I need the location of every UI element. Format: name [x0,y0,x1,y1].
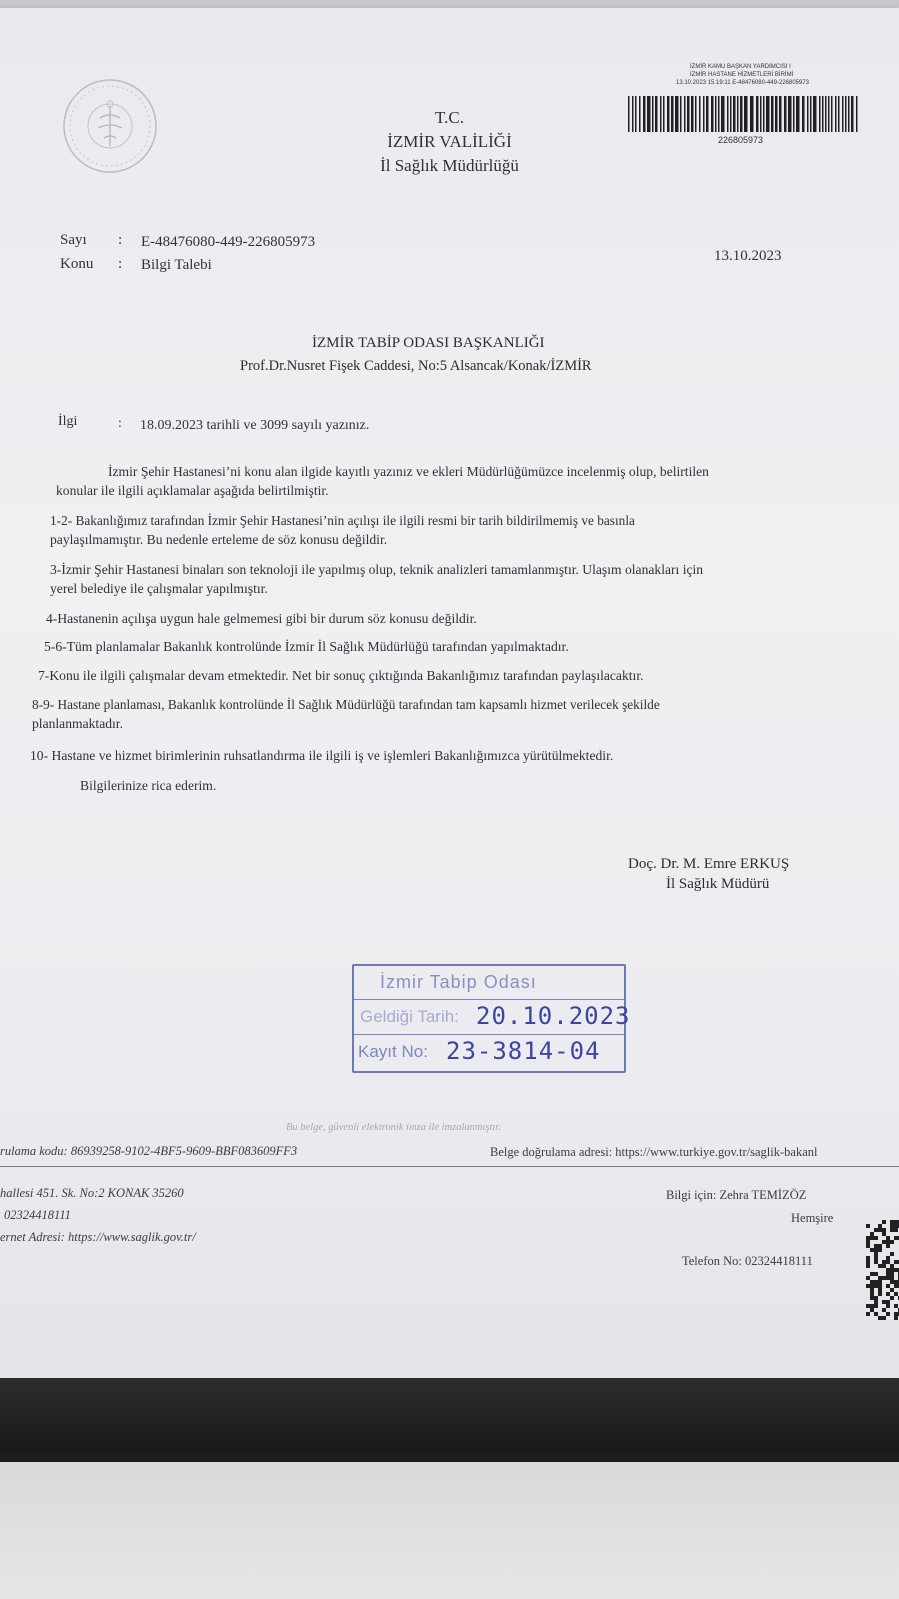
konu-label: Konu [60,256,94,272]
qr-cell [870,1296,874,1300]
qr-cell [878,1276,882,1280]
barcode-bar [733,96,736,132]
qr-cell [886,1240,890,1244]
barcode-bar [819,96,821,132]
qr-code-icon [866,1220,899,1320]
barcode-bar [703,96,705,132]
barcode-bar [796,96,800,132]
qr-cell [874,1236,878,1240]
barcode-bar [635,96,637,132]
barcode-bar [687,96,690,132]
qr-cell [866,1312,870,1316]
qr-cell [886,1292,890,1296]
konu-value: Bilgi Talebi [141,257,212,273]
barcode-bar [691,96,694,132]
qr-cell [894,1260,898,1264]
qr-cell [882,1232,886,1236]
qr-cell [878,1284,882,1288]
qr-cell [882,1240,886,1244]
qr-cell [866,1264,870,1268]
signatory-name: Doç. Dr. M. Emre ERKUŞ [628,856,790,872]
barcode-bar [727,96,729,132]
qr-cell [886,1276,890,1280]
stamp-divider-1 [354,999,624,1000]
qr-cell [886,1272,890,1276]
barcode-bar [831,96,833,132]
qr-cell [874,1312,878,1316]
qr-cell [878,1280,882,1284]
barcode-bar [647,96,651,132]
qr-cell [878,1248,882,1252]
barcode-bar [695,96,697,132]
barcode-bar [756,96,759,132]
qr-cell [890,1296,894,1300]
konu-colon: : [118,256,123,272]
barcode-bar [842,96,844,132]
qr-cell [894,1316,898,1320]
header-directorate: İl Sağlık Müdürlüğü [380,156,519,175]
barcode-bar [632,96,634,132]
qr-cell [870,1308,874,1312]
ilgi-label: İlgi [58,414,78,429]
barcode-icon [628,96,864,132]
qr-cell [886,1268,890,1272]
signatory-title: İl Sağlık Müdürü [666,876,770,892]
barcode-bar [760,96,762,132]
qr-cell [878,1292,882,1296]
qr-cell [882,1264,886,1268]
barcode-bar [793,96,795,132]
barcode-bar [825,96,827,132]
qr-cell [870,1304,874,1308]
qr-cell [870,1236,874,1240]
qr-cell [890,1224,894,1228]
qr-cell [874,1300,878,1304]
qr-cell [894,1268,898,1272]
para-4: 5-6-Tüm planlamalar Bakanlık kontrolünde İzmir İl Sağlık Müdürlüğü tarafından yapılmaktadır. [44,639,569,654]
qr-cell [874,1296,878,1300]
barcode-bar [643,96,646,132]
qr-cell [886,1256,890,1260]
qr-cell [886,1304,890,1308]
qr-cell [870,1288,874,1292]
document-date: 13.10.2023 [714,248,782,264]
barcode-bar [652,96,654,132]
qr-cell [882,1308,886,1312]
para-3: 4-Hastanenin açılışa uygun hale gelmemesi gibi bir durum söz konusu değildir. [46,611,477,626]
qr-cell [878,1244,882,1248]
qr-cell [874,1228,878,1232]
qr-cell [882,1228,886,1232]
qr-cell [866,1260,870,1264]
sayi-colon: : [118,232,123,248]
barcode-bar [680,96,682,132]
official-letter [0,8,899,1388]
barcode-bar [744,96,748,132]
header-tc: T.C. [435,108,464,127]
qr-cell [894,1304,898,1308]
barcode-bar [675,96,679,132]
qr-cell [866,1304,870,1308]
qr-cell [870,1280,874,1284]
qr-cell [886,1300,890,1304]
qr-cell [890,1228,894,1232]
qr-cell [866,1240,870,1244]
barcode-bar [848,96,850,132]
barcode-bar [802,96,805,132]
qr-cell [874,1248,878,1252]
barcode-bar [771,96,774,132]
footer-web: ernet Adresi: https://www.saglik.gov.tr/ [0,1230,196,1244]
qr-cell [866,1244,870,1248]
barcode-bar [807,96,809,132]
barcode-bar [671,96,674,132]
qr-cell [890,1240,894,1244]
barcode-number: 226805973 [718,135,764,145]
footer-phone: 02324418111 [4,1208,71,1222]
qr-cell [890,1220,894,1224]
stamp-date-value: 20.10.2023 [476,1002,631,1030]
stamp-divider-2 [354,1034,624,1035]
qr-cell [878,1228,882,1232]
qr-cell [874,1256,878,1260]
para-2-line-2: yerel belediye ile çalışmalar yapılmıştır. [50,581,268,596]
info-phone: Telefon No: 02324418111 [682,1254,813,1268]
desk-surface [0,1462,899,1599]
barcode-bar [655,96,658,132]
qr-cell [878,1288,882,1292]
barcode-bar [813,96,817,132]
barcode-bar [715,96,717,132]
qr-cell [874,1272,878,1276]
qr-cell [890,1264,894,1268]
qr-cell [886,1236,890,1240]
qr-cell [874,1280,878,1284]
info-title: Hemşire [791,1211,834,1225]
qr-cell [894,1220,898,1224]
barcode-bar [750,96,754,132]
para-7: 10- Hastane ve hizmet birimlerinin ruhsatlandırma ile ilgili iş ve işlemleri Bakanlığımızca yürütülmektedir. [30,748,614,763]
ilgi-text: 18.09.2023 tarihli ve 3099 sayılı yazınız. [140,418,370,433]
barcode-bar [737,96,739,132]
qr-cell [874,1260,878,1264]
qr-cell [882,1300,886,1304]
barcode-bar [706,96,709,132]
stamp-reg-label: Kayıt No: [358,1042,428,1061]
barcode-bar [667,96,670,132]
qr-cell [874,1304,878,1308]
barcode-bar [822,96,824,132]
barcode-bar [766,96,770,132]
para-2-line-1: 3-İzmir Şehir Hastanesi binaları son teknoloji ile yapılmış olup, teknik analizleri tamamlanmıştır. Ulaşım olanakları için [50,562,704,577]
qr-cell [870,1232,874,1236]
qr-cell [894,1312,898,1316]
barcode-bar [828,96,830,132]
barcode-bar [730,96,732,132]
barcode-bar [851,96,854,132]
barcode-bar [788,96,792,132]
qr-cell [890,1268,894,1272]
qr-cell [894,1228,898,1232]
qr-cell [866,1284,870,1288]
qr-cell [874,1284,878,1288]
qr-cell [890,1252,894,1256]
qr-cell [874,1252,878,1256]
qr-cell [886,1312,890,1316]
stamp-reg-value: 23-3814-04 [446,1037,601,1065]
para-1-line-1: 1-2- Bakanlığımız tarafından İzmir Şehir Hastanesi’nin açılışı ile ilgili resmi bir tarih bildirilmemiş ve basınla [50,513,635,528]
qr-cell [870,1284,874,1288]
qr-cell [886,1244,890,1248]
qr-cell [866,1256,870,1260]
barcode-bar [721,96,725,132]
barcode-bar [810,96,812,132]
qr-cell [886,1260,890,1264]
verification-code: rulama kodu: 86939258-9102-4BF5-9609-BBF083609FF3 [0,1144,298,1158]
received-stamp [352,964,631,1073]
intro-line-1: İzmir Şehir Hastanesi’ni konu alan ilgide kayıtlı yazınız ve ekleri Müdürlüğümüzce incelenmiş olup, belirtilen [108,464,709,479]
recipient-address: Prof.Dr.Nusret Fişek Caddesi, No:5 Alsancak/Konak/İZMİR [240,358,592,374]
footer-address: hallesi 451. Sk. No:2 KONAK 35260 [0,1186,184,1200]
para-5: 7-Konu ile ilgili çalışmalar devam etmektedir. Net bir sonuç çıktığında Bakanlığımız tarafından paylaşılacaktır. [38,668,644,683]
ilgi-colon: : [118,416,122,431]
stamp-org: İzmir Tabip Odası [380,972,537,992]
para-6-line-2: planlanmaktadır. [32,716,123,731]
barcode-line-3: 13.10.2023 15:19:11 E-48476080-449-226805973 [676,80,810,86]
qr-cell [878,1224,882,1228]
footer-divider [0,1166,899,1167]
qr-cell [890,1276,894,1280]
qr-cell [886,1284,890,1288]
barcode-bar [684,96,686,132]
qr-cell [882,1276,886,1280]
barcode-bar [628,96,630,132]
qr-cell [894,1236,898,1240]
qr-cell [866,1224,870,1228]
qr-cell [878,1316,882,1320]
barcode-bar [779,96,782,132]
barcode-bar [838,96,840,132]
barcode-bar [718,96,720,132]
qr-cell [874,1244,878,1248]
qr-cell [866,1276,870,1280]
barcode-bar [835,96,837,132]
qr-cell [882,1316,886,1320]
qr-cell [878,1264,882,1268]
barcode-line-2: İZMİR HASTANE HİZMETLERİ BİRİMİ [690,72,794,78]
sayi-label: Sayı [60,232,87,248]
info-contact: Bilgi için: Zehra TEMİZÖZ [666,1188,807,1202]
qr-cell [890,1288,894,1292]
qr-cell [882,1220,886,1224]
barcode-bar [784,96,787,132]
barcode-bar [763,96,765,132]
barcode-bar [845,96,847,132]
qr-cell [894,1284,898,1288]
barcode-bar [663,96,665,132]
barcode-bar [699,96,701,132]
para-6-line-1: 8-9- Hastane planlaması, Bakanlık kontrolünde İl Sağlık Müdürlüğü tarafından tam kapsamlı hizmet verilecek şekilde [32,697,660,712]
barcode-bar [711,96,714,132]
barcode-bar [660,96,662,132]
qr-cell [870,1292,874,1296]
qr-cell [870,1248,874,1252]
intro-line-2: konular ile ilgili açıklamalar aşağıda belirtilmiştir. [56,483,329,498]
qr-cell [890,1272,894,1276]
sayi-value: E-48476080-449-226805973 [141,234,316,250]
header-governorship: İZMİR VALİLİĞİ [387,132,512,151]
para-1-line-2: paylaşılmamıştır. Bu nedenle erteleme de söz konusu değildir. [50,532,388,547]
qr-cell [866,1236,870,1240]
stamp-date-label: Geldiği Tarih: [360,1007,459,1026]
qr-cell [882,1260,886,1264]
qr-cell [890,1280,894,1284]
barcode-bar [740,96,743,132]
esign-note: Bu belge, güvenli elektronik imza ile imzalanmıştır. [286,1122,501,1133]
verification-address: Belge doğrulama adresi: https://www.turkiye.gov.tr/saglik-bakanl [490,1145,818,1159]
qr-cell [894,1292,898,1296]
qr-cell [870,1272,874,1276]
recipient-name: İZMİR TABİP ODASI BAŞKANLIĞI [312,335,545,351]
closing-line: Bilgilerinize rica ederim. [80,778,217,793]
barcode-bar [856,96,858,132]
barcode-bar [639,96,641,132]
barcode-line-1: İZMİR KAMU BAŞKAN YARDIMCISI I [690,64,791,70]
barcode-bar [775,96,778,132]
qr-cell [894,1280,898,1284]
qr-cell [894,1224,898,1228]
